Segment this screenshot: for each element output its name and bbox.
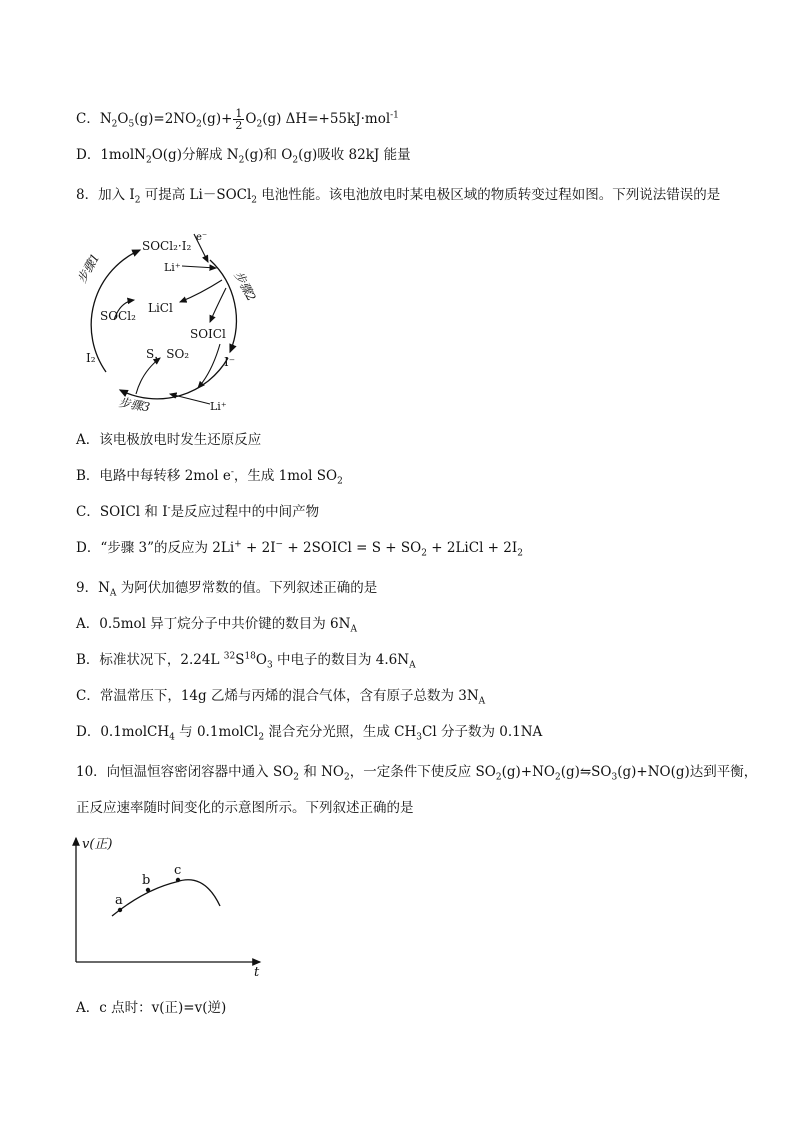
y-axis-label: v(正)	[82, 837, 113, 852]
q8-option-a: A．该电极放电时发生还原反应	[76, 432, 262, 448]
q9-stem: 9．$N_A$ 为阿伏加德罗常数的值。下列叙述正确的是	[76, 580, 378, 599]
i-minus-label: I⁻	[224, 355, 236, 369]
i2-label: I₂	[86, 351, 96, 365]
socl2-label: SOCl₂	[100, 309, 136, 323]
step3-label: 步骤3	[117, 395, 152, 415]
q9-option-c: C．常温常压下，14g 乙烯与丙烯的混合气体，含有原子总数为 $3N_A$	[76, 688, 486, 707]
li-arrow-top	[182, 266, 216, 268]
q8-option-b: B．电路中每转移 2mol e-，生成 1mol $SO_2$	[76, 467, 343, 487]
q8-stem: 8．加入 $I_2$ 可提高 Li－SOCl$_2$ 电池性能。该电池放电时某电极区域的物质转变过程如图。下列说法错误的是	[76, 187, 721, 206]
rate-time-chart	[64, 830, 274, 980]
q8-option-d: D．“步骤 3”的反应为 2Li+ + 2I− + 2SOICl = $S + SO_2$ + 2LiCl + $2I_2$	[76, 539, 523, 559]
q9-option-b: B．标准状况下，2.24L $^{32}S^{18}O_3$ 中电子的数目为 $4.6N_A$	[76, 651, 416, 671]
s-so2-label: S，SO₂	[146, 347, 190, 361]
arrow-to-soicl	[210, 288, 226, 322]
rate-curve	[112, 880, 220, 916]
q7-option-d: D．1molN$_2$O(g)分解成 $N_2(g)$和 $O_2(g)$吸收 82kJ 能量	[76, 147, 411, 166]
arrow-to-s-so2	[136, 358, 160, 394]
q10-stem-line2: 正反应速率随时间变化的示意图所示。下列叙述正确的是	[76, 800, 414, 816]
q10-option-a: A．c 点时：v(正)=v(逆)	[76, 1000, 227, 1016]
point-a-marker	[118, 908, 122, 912]
point-b-marker	[146, 888, 150, 892]
step2-label: 步骤2	[231, 268, 259, 304]
q9-option-d: D．0.1molCH$_4$ 与 0.1molCl$_2$ 混合充分光照，生成 $CH_3Cl$ 分子数为 0.1NA	[76, 724, 543, 743]
e-minus-label: e⁻	[196, 232, 208, 243]
socl2-i2-label: SOCl₂·I₂	[142, 239, 192, 253]
point-c-label: c	[174, 863, 182, 878]
soicl-label: SOICl	[190, 327, 226, 341]
point-c-marker	[176, 878, 180, 882]
q9-option-a: A．0.5mol 异丁烷分子中共价键的数目为 $6N_A$	[76, 616, 357, 635]
licl-label: LiCl	[148, 301, 173, 315]
x-axis-label: t	[254, 965, 260, 980]
step1-label: 步骤1	[74, 251, 103, 286]
q10-stem-line1: 10．向恒温恒容密闭容器中通入 $SO_2$ 和 $NO_2$，一定条件下使反应 $SO_2(g)+NO_2(g)⇋SO_3(g)+NO(g)$达到平衡，	[76, 764, 758, 783]
q7-option-c: C．$N_2O_5(g)=2NO_2(g)+$ $\frac{1}{2}$ $O_2(g)$ ΔH=+55kJ·mol$^{-1}$	[76, 107, 399, 132]
point-a-label: a	[115, 893, 123, 908]
reaction-cycle-diagram	[70, 222, 270, 418]
li-plus-top-label: Li⁺	[164, 261, 181, 274]
arrow-to-licl	[180, 280, 222, 302]
point-b-label: b	[142, 873, 151, 888]
li-plus-bottom-label: Li⁺	[210, 400, 227, 413]
fraction-half: $\frac{1}{2}$	[235, 107, 243, 132]
q8-option-c: C．SOICl 和 I-是反应过程中的中间产物	[76, 503, 320, 520]
li-arrow-bottom	[170, 394, 210, 404]
